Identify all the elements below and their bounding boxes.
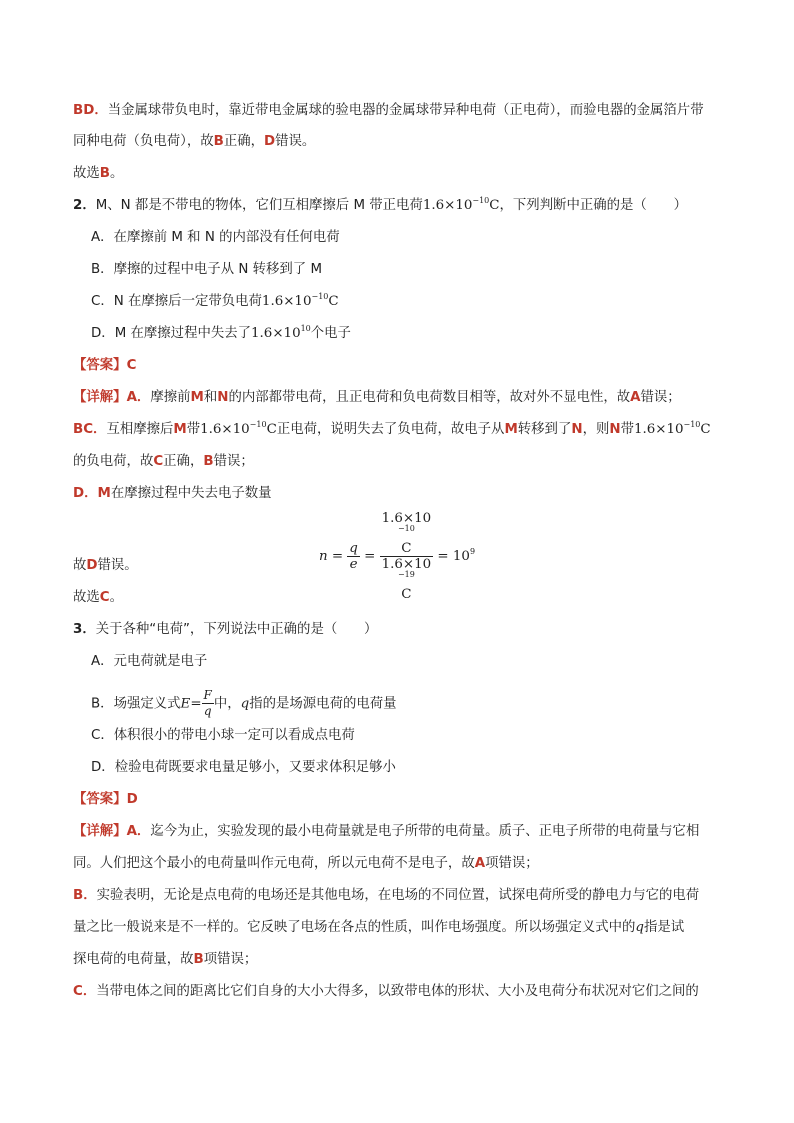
intro-choose: 故选B。 bbox=[73, 166, 124, 181]
intro-line-2: 同种电荷（负电荷），故B正确，D错误。 bbox=[73, 134, 316, 149]
q3-answer-letter: D bbox=[126, 792, 138, 807]
q3-stem: 3．关于各种“电荷”，下列说法中正确的是（ ） bbox=[73, 622, 378, 637]
fraction-F-over-q: $\frac{F}{q}$ bbox=[203, 688, 212, 718]
q2-choose: 故选C。 bbox=[73, 590, 123, 605]
q3-option-a: A．元电荷就是电子 bbox=[91, 654, 208, 669]
q2-detail-4: D．M在摩擦过程中失去电子数量 bbox=[73, 486, 272, 501]
q2-detail-1: 【详解】A．摩擦前M和N的内部都带电荷，且正电荷和负电荷数目相等，故对外不显电性，故A错误； bbox=[73, 390, 681, 405]
q3-detail-5: 探电荷的电荷量，故B项错误； bbox=[73, 952, 258, 967]
q2-detail-2: BC．互相摩擦后M带$1.6\times 10^{-10}C$正电荷，说明失去了负电荷，故电子从M转移到了N，则N带$1.6\times 10^{-10}C$ bbox=[73, 420, 711, 437]
q2-number: 2． bbox=[73, 198, 96, 213]
q3-detail-3: B．实验表明，无论是点电荷的电场还是其他电场，在电场的不同位置，试探电荷所受的静电力与它的电荷 bbox=[73, 888, 700, 903]
q2-option-c: C．N 在摩擦后一定带负电荷$1.6\times 10^{-10}C$ bbox=[91, 292, 339, 309]
q3-option-d: D．检验电荷既要求电量足够小，又要求体积足够小 bbox=[91, 760, 396, 775]
option-tag-bd: BD． bbox=[73, 103, 108, 118]
q3-detail-2: 同。人们把这个最小的电荷量叫作元电荷，所以元电荷不是电子，故A项错误； bbox=[73, 856, 539, 871]
q3-answer: 【答案】D bbox=[73, 792, 138, 807]
q3-detail-6: C．当带电体之间的距离比它们自身的大小大得多，以致带电体的形状、大小及电荷分布状况对它们之间的 bbox=[73, 984, 699, 999]
intro-line-1: BD．当金属球带负电时，靠近带电金属球的验电器的金属球带异种电荷（正电荷），而验电器的金属箔片带 bbox=[73, 103, 704, 118]
q2-stem: 2．M、N 都是不带电的物体，它们互相摩擦后 M 带正电荷$1.6\times 10^{-10}C$，下列判断中正确的是（ ） bbox=[73, 196, 687, 213]
q2-detail-3: 的负电荷，故C正确，B错误； bbox=[73, 454, 254, 469]
fraction-q-over-e: $\frac{q}{e}$ bbox=[349, 541, 358, 572]
q2-detail-5: 故D错误。 bbox=[73, 558, 138, 573]
q2-option-d: D．M 在摩擦过程中失去了$1.6\times 10^{10}$个电子 bbox=[91, 324, 351, 341]
fraction-values: 1.6×10 $^{-10}$ C 1.6×10 $^{-19}$ C bbox=[381, 511, 432, 602]
q3-option-c: C．体积很小的带电小球一定可以看成点电荷 bbox=[91, 728, 355, 743]
q2-option-b: B．摩擦的过程中电子从 N 转移到了 M bbox=[91, 262, 322, 277]
q2-answer-letter: C bbox=[126, 358, 137, 373]
q3-option-b: B．场强定义式E= $\frac{F}{q}$ 中，q指的是场源电荷的电荷量 bbox=[91, 688, 397, 718]
q2-option-a: A．在摩擦前 M 和 N 的内部没有任何电荷 bbox=[91, 230, 340, 245]
q2-answer: 【答案】C bbox=[73, 358, 137, 373]
q3-number: 3． bbox=[73, 622, 96, 637]
q3-detail-1: 【详解】A．迄今为止，实验发现的最小电荷量就是电子所带的电荷量。质子、正电子所带的电荷量与它相 bbox=[73, 824, 700, 839]
q2-charge: $1.6\times 10^{-10}C$ bbox=[422, 196, 500, 213]
q2-formula: n = $\frac{q}{e}$ = 1.6×10 $^{-10}$ C 1.6×10 $^{-19}$ C = $10^9$ bbox=[318, 511, 476, 602]
q3-detail-4: 量之比一般说来是不一样的。它反映了电场在各点的性质，叫作电场强度。所以场强定义式中的q指是试 bbox=[73, 920, 685, 935]
